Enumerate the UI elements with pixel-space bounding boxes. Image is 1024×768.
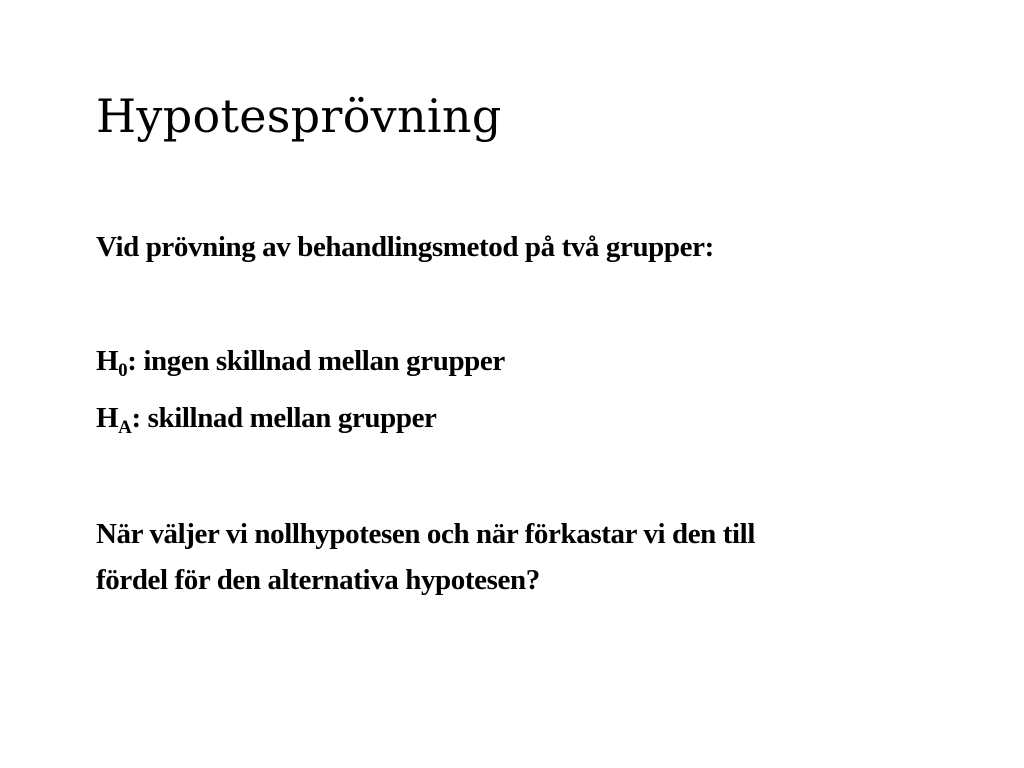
alternative-hypothesis-symbol: H bbox=[96, 402, 119, 434]
question-line-1: När väljer vi nollhypotesen och när förkastar vi den till bbox=[96, 518, 755, 550]
null-hypothesis-text: : ingen skillnad mellan grupper bbox=[127, 345, 505, 377]
question-line-2: fördel för den alternativa hypotesen? bbox=[96, 564, 540, 596]
alternative-hypothesis bbox=[96, 395, 437, 441]
alternative-hypothesis-subscript: A bbox=[118, 417, 132, 438]
slide-title: Hypotesprövning bbox=[96, 89, 502, 143]
intro-text: Vid prövning av behandlingsmetod på två grupper: bbox=[96, 231, 714, 263]
question-text bbox=[96, 511, 755, 603]
alternative-hypothesis-text: : skillnad mellan grupper bbox=[131, 402, 437, 434]
null-hypothesis-symbol: H bbox=[96, 345, 119, 377]
null-hypothesis-subscript: 0 bbox=[118, 360, 128, 381]
null-hypothesis bbox=[96, 338, 505, 384]
